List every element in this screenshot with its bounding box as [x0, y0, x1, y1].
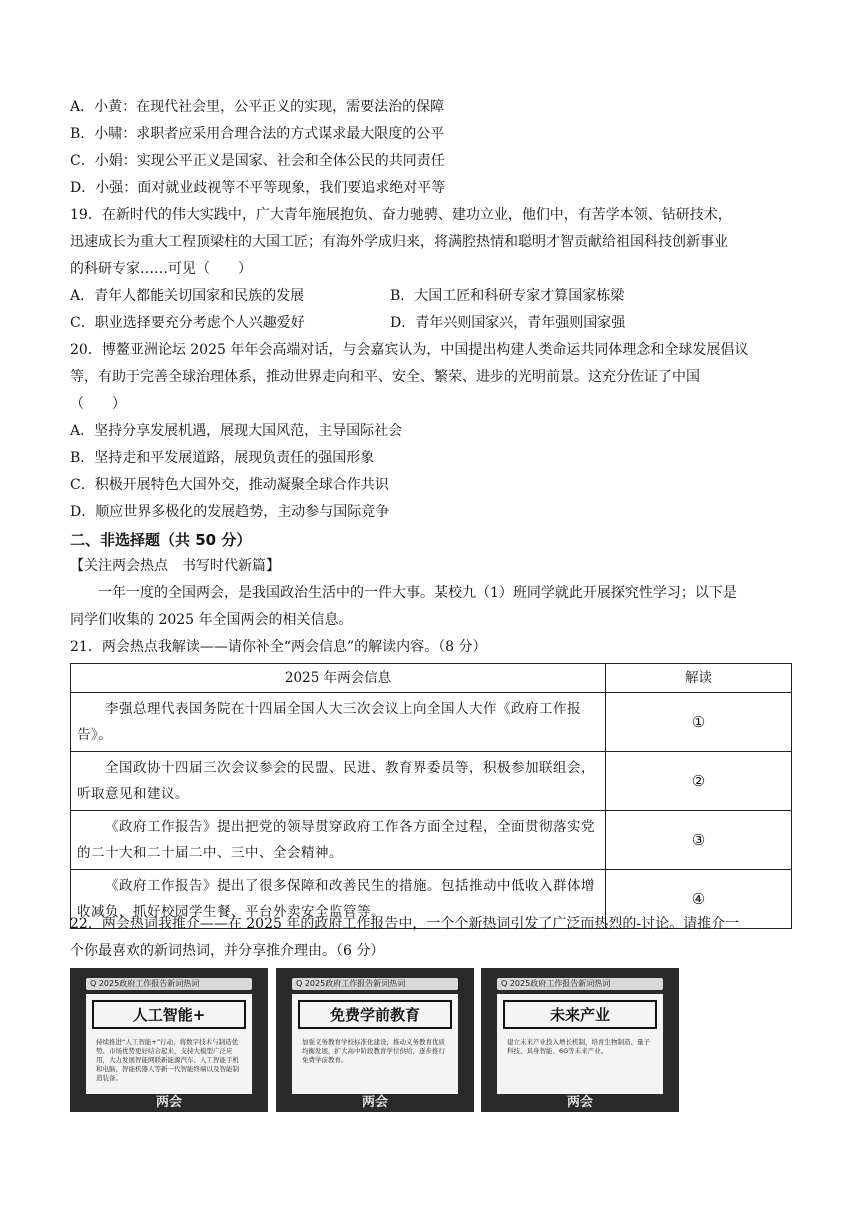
- table-cell-info: 李强总理代表国务院在十四届全国人大三次会议上向全国人大作《政府工作报告》。: [71, 693, 606, 752]
- card-body: 持续推进“人工智能+”行动，将数字技术与制造优势、市场优势更好结合起来，支持大模型广泛应用，大力发展智能网联新能源汽车、人工智能手机和电脑、智能机器人等新一代智能终端以及智能制造装备。: [96, 1038, 239, 1082]
- q20-option-a: A．坚持分享发展机遇，展现大国风范，主导国际社会: [70, 423, 403, 439]
- lianghui-info-table: [70, 663, 792, 929]
- card-footer-logo: 两会: [566, 1095, 593, 1110]
- card-panel: [497, 994, 663, 1094]
- q20-option-c: C．积极开展特色大国外交，推动凝聚全球合作共识: [70, 477, 389, 493]
- table-cell-answer[interactable]: ②: [606, 752, 792, 811]
- q21-prompt: 21．两会热点我解读——请你补全“两会信息”的解读内容。（8 分）: [70, 639, 487, 655]
- card-search-bar: Q 2025政府工作报告新词热词: [86, 978, 252, 990]
- q22-stem-line-2: 个你最喜欢的新词热词，并分享推介理由。（6 分）: [70, 943, 385, 959]
- card-panel: [292, 994, 458, 1094]
- q18-option-c: C．小娟：实现公平正义是国家、社会和全体公民的共同责任: [70, 153, 445, 169]
- card-footer-logo: 两会: [361, 1095, 388, 1110]
- table-cell-answer[interactable]: ④: [606, 870, 792, 929]
- hotword-card-ai-plus: [70, 968, 268, 1112]
- q20-stem-line-3: （ ）: [70, 396, 126, 412]
- q19-option-d: D．青年兴则国家兴，青年强则国家强: [390, 315, 626, 331]
- card-title: 未来产业: [503, 1000, 657, 1029]
- hotword-card-future-industries: [481, 968, 679, 1112]
- q18-option-a: A．小黄：在现代社会里，公平正义的实现，需要法治的保障: [70, 99, 445, 115]
- section-heading: 二、非选择题（共 50 分）: [70, 531, 252, 549]
- section-theme: 【关注两会热点 书写时代新篇】: [70, 558, 280, 574]
- card-footer-logo: 两会: [155, 1095, 182, 1110]
- table-row: [71, 693, 792, 752]
- card-body: 加强义务教育学校标准化建设，推动义务教育优质均衡发展，扩大高中阶段教育学位供给，逐步推行免费学前教育。: [302, 1038, 445, 1064]
- q19-stem-line-1: 19．在新时代的伟大实践中，广大青年施展抱负、奋力驰骋、建功立业，他们中，有苦学本领、钻研技术，: [70, 207, 732, 223]
- table-header-interpretation: 解读: [606, 664, 792, 693]
- q20-stem-line-2: 等，有助于完善全球治理体系，推动世界走向和平、安全、繁荣、进步的光明前景。这充分佐证了中国: [70, 369, 700, 385]
- table-cell-answer[interactable]: ①: [606, 693, 792, 752]
- section-intro-line-1: 一年一度的全国两会，是我国政治生活中的一件大事。某校九（1）班同学就此开展探究性学习；以下是: [98, 585, 737, 601]
- q20-option-b: B．坚持走和平发展道路，展现负责任的强国形象: [70, 450, 375, 466]
- card-search-bar: Q 2025政府工作报告新词热词: [292, 978, 458, 990]
- table-header-row: [71, 664, 792, 693]
- card-search-bar: Q 2025政府工作报告新词热词: [497, 978, 663, 990]
- table-row: [71, 752, 792, 811]
- q20-option-d: D．顺应世界多极化的发展趋势，主动参与国际竞争: [70, 504, 390, 520]
- q19-option-b: B．大国工匠和科研专家才算国家栋梁: [390, 288, 625, 304]
- q20-stem-line-1: 20．博鳌亚洲论坛 2025 年年会高端对话，与会嘉宾认为，中国提出构建人类命运共同体理念和全球发展倡议: [70, 342, 749, 358]
- card-title: 免费学前教育: [298, 1000, 452, 1029]
- q18-option-d: D．小强：面对就业歧视等不平等现象，我们要追求绝对平等: [70, 180, 446, 196]
- table-cell-answer[interactable]: ③: [606, 811, 792, 870]
- card-title: 人工智能+: [92, 1000, 246, 1029]
- q19-stem-line-2: 迅速成长为重大工程顶梁柱的大国工匠；有海外学成归来，将满腔热情和聪明才智贡献给祖国科技创新事业: [70, 234, 728, 250]
- card-body: 建立未来产业投入增长机制，培育生物制造、量子科技、具身智能、6G等未来产业。: [507, 1038, 650, 1055]
- q19-option-a: A．青年人都能关切国家和民族的发展: [70, 288, 305, 304]
- table-row: [71, 811, 792, 870]
- section-intro-line-2: 同学们收集的 2025 年全国两会的相关信息。: [70, 612, 353, 628]
- table-cell-info: 《政府工作报告》提出把党的领导贯穿政府工作各方面全过程，全面贯彻落实党的二十大和二十届二中、三中、全会精神。: [71, 811, 606, 870]
- q22-stem-line-1: 22．两会热词我推介——在 2025 年的政府工作报告中，一个个新热词引发了广泛而热烈的-讨论。请推介一: [70, 916, 740, 932]
- q19-option-c: C．职业选择要充分考虑个人兴趣爱好: [70, 315, 305, 331]
- card-panel: [86, 994, 252, 1094]
- hotword-card-free-preschool: [276, 968, 474, 1112]
- q19-stem-line-3: 的科研专家……可见（ ）: [70, 261, 252, 277]
- table-header-info: 2025 年两会信息: [71, 664, 606, 693]
- table-cell-info: 全国政协十四届三次会议参会的民盟、民进、教育界委员等，积极参加联组会，听取意见和建议。: [71, 752, 606, 811]
- table-cell-info: 《政府工作报告》提出了很多保障和改善民生的措施。包括推动中低收入群体增收减负，抓好校园学生餐、平台外卖安全监管等。: [71, 870, 606, 929]
- q18-option-b: B．小啸：求职者应采用合理合法的方式谋求最大限度的公平: [70, 126, 445, 142]
